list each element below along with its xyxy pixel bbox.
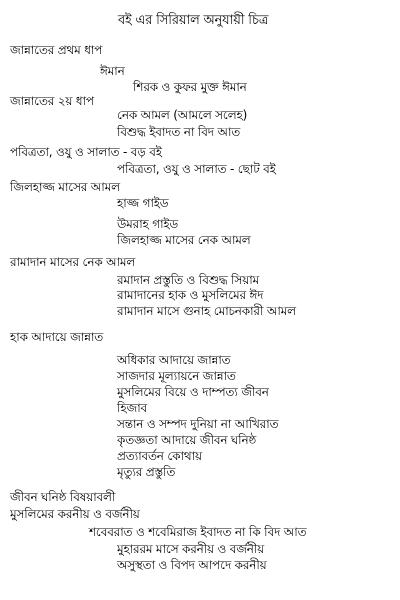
list-item: রামাদান মাসে গুনাহ মোচনকারী আমল: [117, 304, 296, 318]
list-item: উমরাহ গাইড: [117, 217, 179, 231]
section-heading: মুসলিমের করনীয় ও বর্জনীয়: [10, 507, 140, 521]
list-item: অসুস্থতা ও বিপদ আপদে করনীয়: [117, 558, 267, 572]
list-item: কৃতজ্ঞতা আদায়ে জীবন ঘনিষ্ঠ: [117, 433, 257, 447]
list-item: সাজদার মূল্যায়নে জান্নাত: [117, 369, 236, 383]
list-item: সন্তান ও সম্পদ দুনিয়া না আখিরাত: [117, 417, 279, 431]
section-heading: পবিত্রতা, ওযু ও সালাত - বড় বই: [10, 145, 162, 159]
section-heading: জান্নাতের ২য় ধাপ: [10, 94, 94, 108]
list-item: শিরক ও কুফর মুক্ত ঈমান: [133, 80, 247, 94]
list-item: ঈমান: [100, 64, 125, 78]
list-item: পবিত্রতা, ওযু ও সালাত - ছোট বই: [117, 162, 276, 176]
list-item: জিলহাজ্জ মাসের নেক আমল: [117, 233, 251, 247]
list-item: মুসলিমের বিয়ে ও দাম্পত্য জীবন: [117, 385, 269, 399]
list-item: মুহাররম মাসে করনীয় ও বর্জনীয়: [117, 542, 265, 556]
list-item: নেক আমল (আমলে সলেহ): [117, 108, 248, 122]
list-item: মৃত্যুর প্রস্তুতি: [117, 465, 176, 479]
list-item: শবেবরাত ও শবেমিরাজ ইবাদত না কি বিদ আত: [89, 525, 307, 539]
page-title: বই এর সিরিয়াল অনুযায়ী চিত্র: [118, 13, 269, 28]
list-item: হিজাব: [117, 401, 148, 415]
list-item: প্রত্যাবর্তন কোথায়: [117, 449, 202, 463]
section-heading: হাক আদায়ে জান্নাত: [10, 330, 104, 344]
list-item: অধিকার আদায়ে জান্নাত: [117, 353, 231, 367]
section-heading: জান্নাতের প্রথম ধাপ: [10, 43, 103, 57]
section-heading: জিলহাজ্জ মাসের আমল: [10, 180, 120, 194]
section-heading: রামাদান মাসের নেক আমল: [10, 255, 136, 269]
list-item: রমাদান প্রস্তুতি ও বিশুদ্ধ সিয়াম: [117, 273, 260, 287]
list-item: রামাদানের হাক ও মুসলিমের ঈদ: [117, 288, 264, 302]
list-item: হাজ্জ গাইড: [117, 196, 169, 210]
list-item: বিশুদ্ধ ইবাদত না বিদ আত: [117, 125, 241, 139]
section-heading: জীবন ঘনিষ্ঠ বিষয়াবলী: [10, 490, 116, 504]
